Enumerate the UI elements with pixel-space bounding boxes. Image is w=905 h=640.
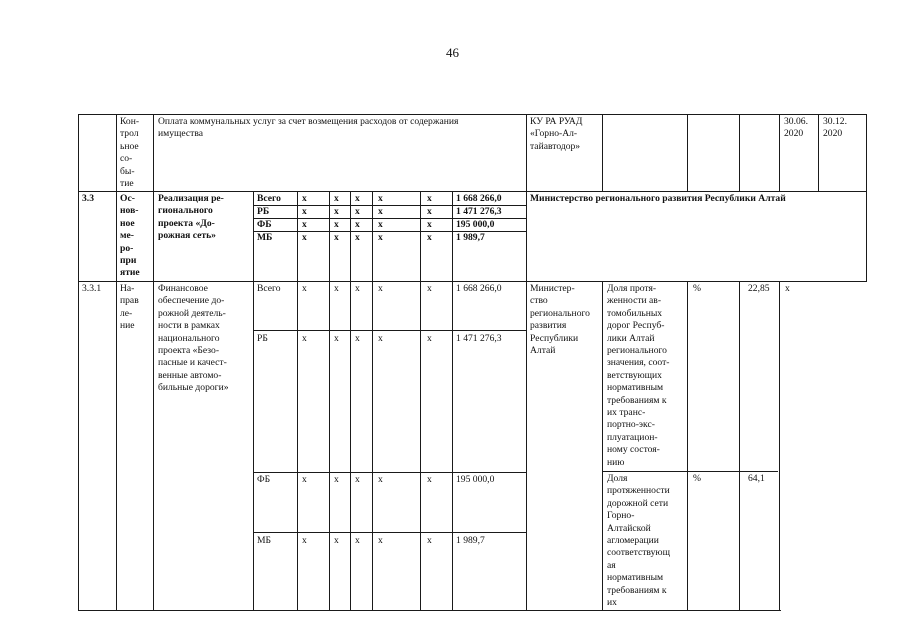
main-type: Ос- нов- ное ме- ро- при ятие bbox=[120, 193, 140, 279]
main-executor: Министерство регионального развития Республики Алтай bbox=[530, 193, 786, 204]
page-number: 46 bbox=[446, 45, 459, 60]
direction-type: На- прав ле- ние bbox=[120, 283, 139, 332]
control-date-start: 30.06. 2020 bbox=[784, 116, 808, 140]
indicator-unit: % bbox=[693, 473, 701, 484]
control-name: Оплата коммунальных услуг за счет возмещения расходов от содержания имущества bbox=[158, 116, 459, 140]
main-number: 3.3 bbox=[82, 193, 94, 204]
indicator-name: Доля протяженности дорожной сети Горно- Алтайской агломерации соответствующ ая нормативным требованиям к их bbox=[607, 473, 670, 609]
indicator-value: 64,1 bbox=[748, 473, 765, 484]
indicator-value: 22,85 bbox=[748, 283, 770, 294]
indicator-extra: x bbox=[785, 283, 790, 294]
control-date-end: 30.12. 2020 bbox=[823, 116, 847, 140]
main-name: Реализация ре- гионального проекта «До- рожная сеть» bbox=[158, 193, 224, 242]
indicator-name: Доля протя- женности ав- томобильных дорог Респуб- лики Алтай регионального значения, соот- ветствующих нормативным требованиям к их транс- портно-экс- плуатацион- ному состоя- нию bbox=[607, 283, 670, 468]
direction-number: 3.3.1 bbox=[82, 283, 102, 294]
indicator-unit: % bbox=[693, 283, 701, 294]
direction-name: Финансовое обеспечение до- рожной деятель- ности в рамках национального проекта «Безо- пасные и качест- венные автомо- бильные дороги» bbox=[158, 283, 229, 394]
direction-executor: Министер- ство регионального развития Республики Алтай bbox=[530, 283, 590, 357]
control-executor: КУ РА РУАД «Горно-Ал- тайавтодор» bbox=[530, 116, 583, 152]
control-type: Кон- трол ьное со- бы- тие bbox=[120, 116, 140, 190]
